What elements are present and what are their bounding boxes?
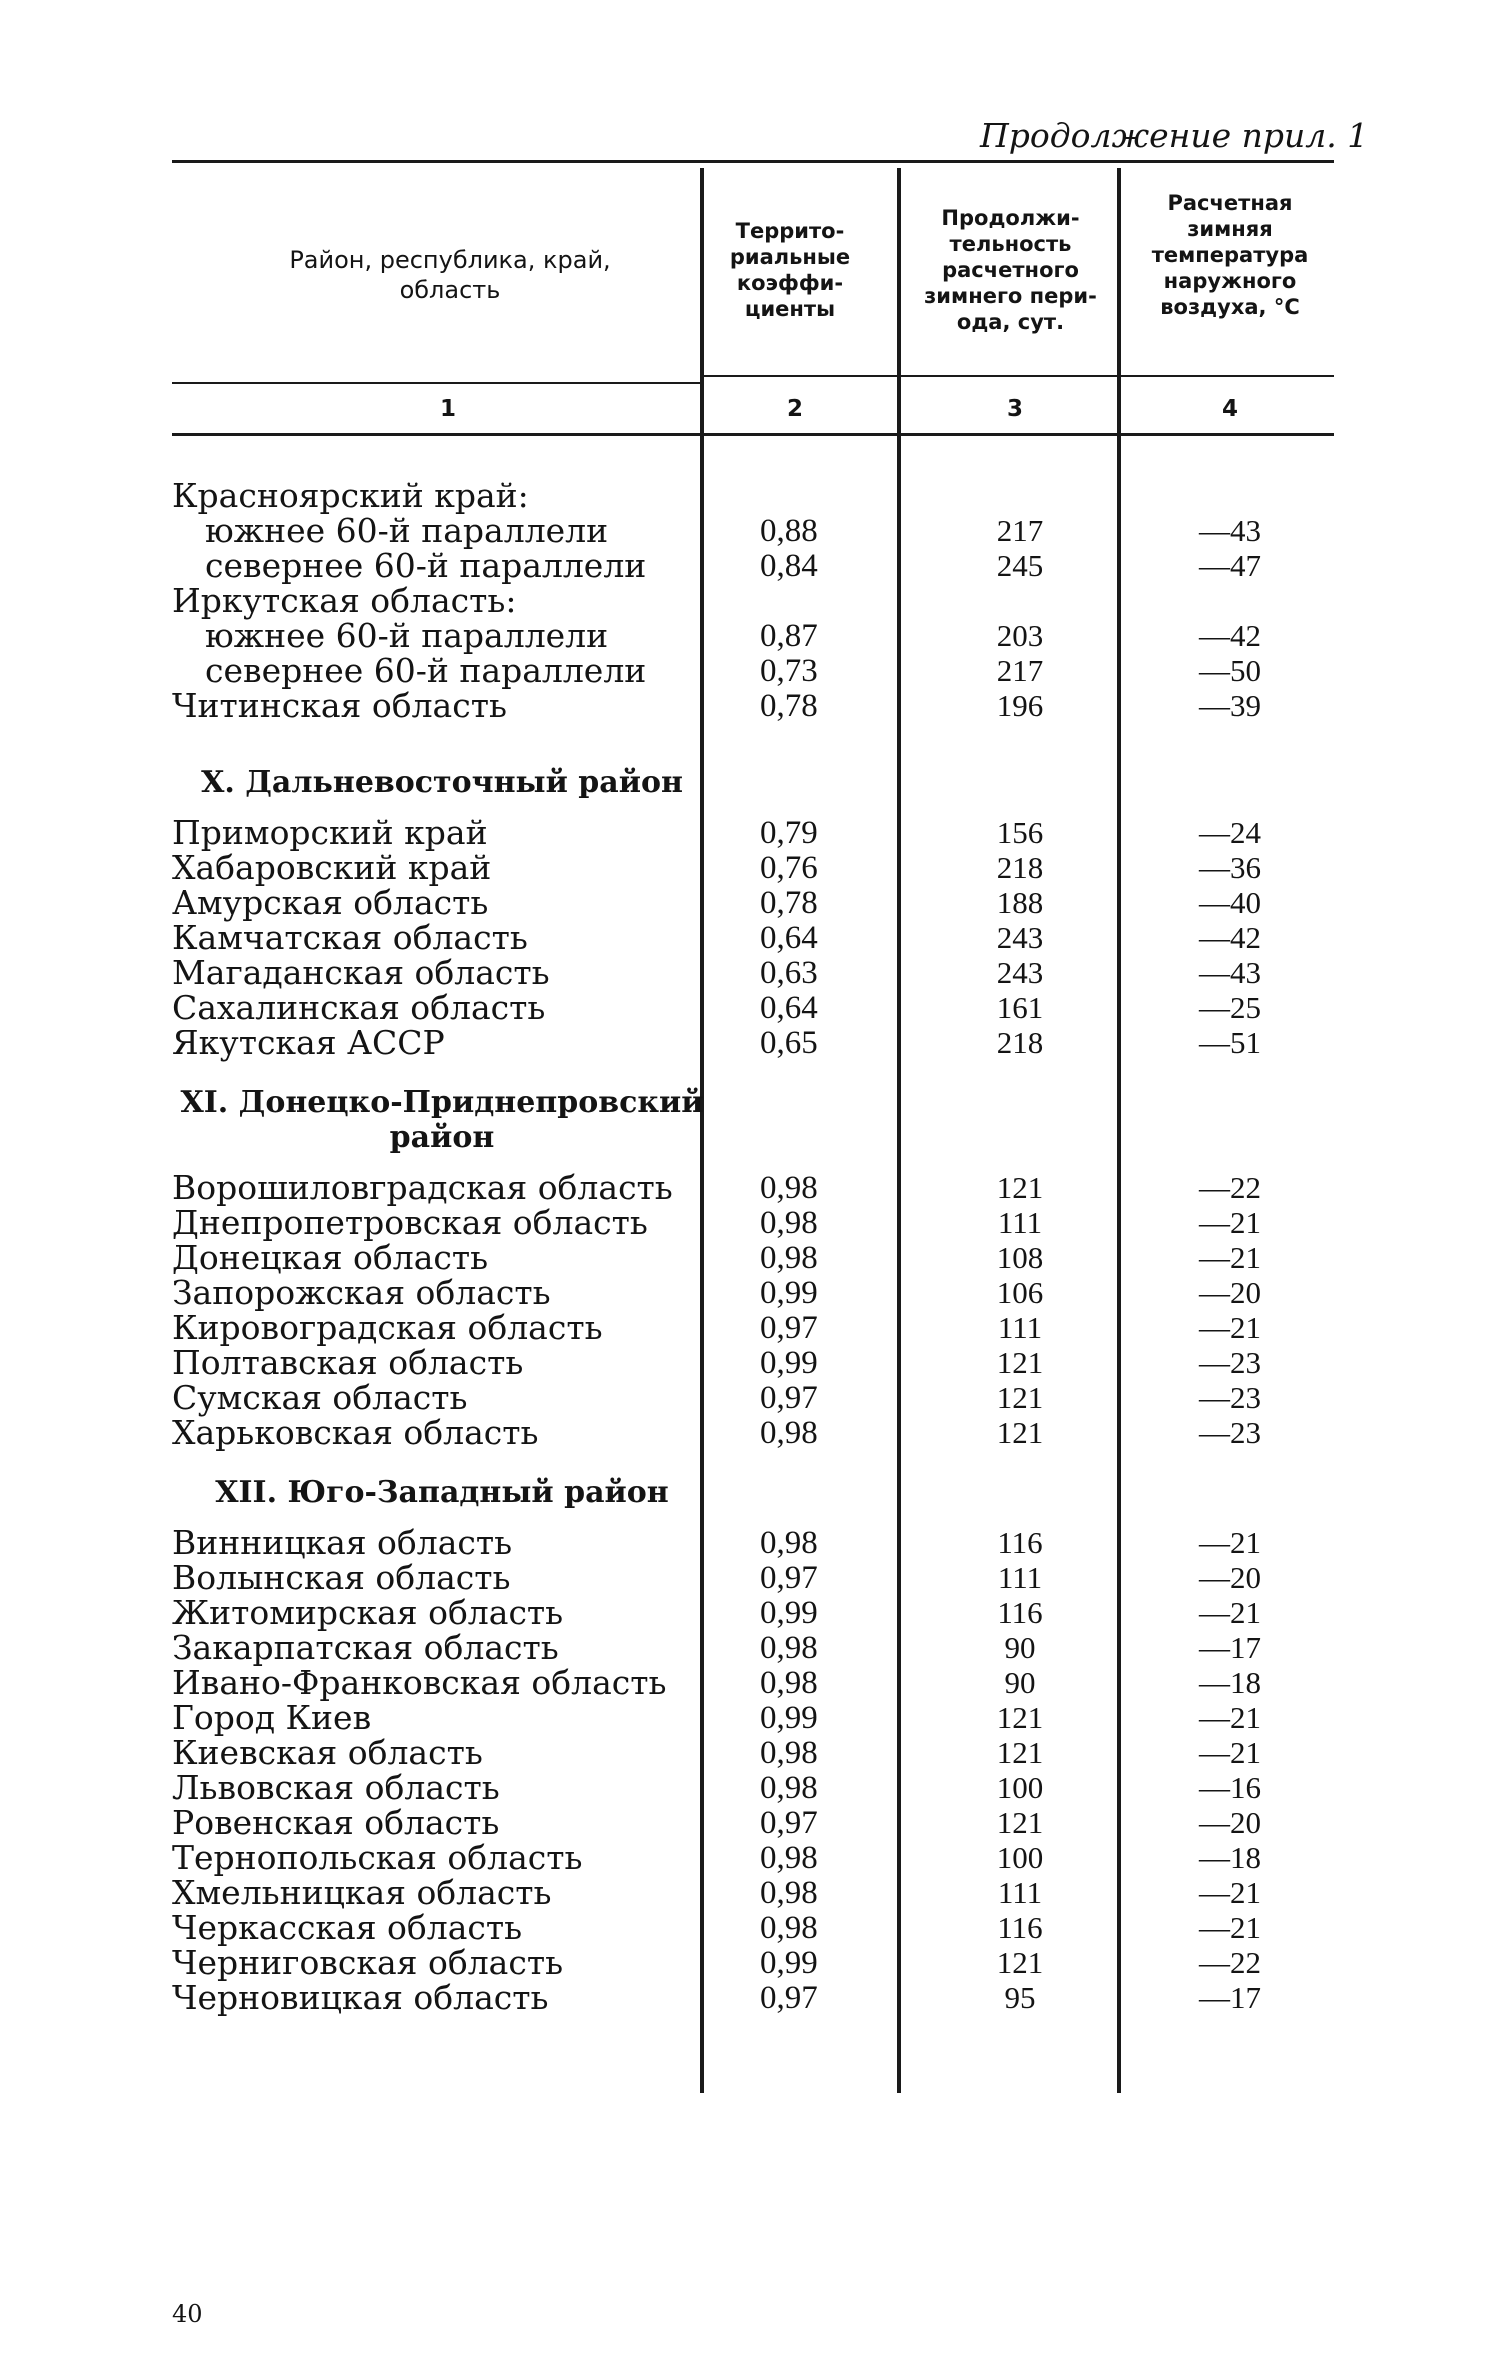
table-row — [0, 1310, 1499, 1346]
region-name: севернее 60-й параллели — [205, 546, 647, 585]
duration-value: 116 — [997, 1595, 1043, 1630]
duration-value: 111 — [997, 1560, 1043, 1595]
coefficient-value: 0,98 — [760, 1170, 818, 1206]
temperature-value: —21 — [1199, 1735, 1261, 1770]
region-name: Закарпатская область — [172, 1628, 559, 1667]
column-number-1: 1 — [439, 396, 456, 422]
coefficient-value: 0,64 — [760, 990, 818, 1026]
column-numbers-rule — [172, 433, 1334, 436]
region-name: Черкасская область — [172, 1908, 523, 1947]
table-row — [0, 513, 1499, 549]
temperature-value: —21 — [1199, 1310, 1261, 1345]
region-name: Камчатская область — [172, 918, 528, 957]
table-row — [0, 1980, 1499, 2016]
duration-value: 90 — [1004, 1630, 1036, 1665]
table-row — [0, 1380, 1499, 1416]
coefficient-value: 0,98 — [760, 1525, 818, 1561]
temperature-value: —21 — [1199, 1595, 1261, 1630]
duration-value: 121 — [996, 1380, 1044, 1415]
coefficient-value: 0,99 — [760, 1700, 818, 1736]
table-row — [0, 1025, 1499, 1061]
duration-value: 196 — [996, 688, 1044, 723]
duration-value: 111 — [997, 1875, 1043, 1910]
region-name: южнее 60-й параллели — [205, 616, 609, 655]
temperature-value: —43 — [1199, 513, 1261, 548]
duration-value: 100 — [996, 1770, 1044, 1805]
temperature-value: —22 — [1199, 1170, 1261, 1205]
coefficient-value: 0,98 — [760, 1735, 818, 1771]
region-name: Черновицкая область — [172, 1978, 549, 2017]
duration-value: 106 — [996, 1275, 1044, 1310]
region-name: Донецкая область — [172, 1238, 489, 1277]
region-name: Иркутская область: — [172, 581, 517, 620]
coefficient-value: 0,98 — [760, 1240, 818, 1276]
duration-value: 121 — [996, 1805, 1044, 1840]
temperature-value: —22 — [1199, 1945, 1261, 1980]
table-row — [0, 1910, 1499, 1946]
duration-value: 121 — [996, 1170, 1044, 1205]
temperature-value: —21 — [1199, 1910, 1261, 1945]
region-name: Хабаровский край — [172, 848, 492, 887]
region-name: Киевская область — [172, 1733, 483, 1772]
region-name: севернее 60-й параллели — [205, 651, 647, 690]
region-name: Житомирская область — [172, 1593, 564, 1632]
temperature-value: —21 — [1199, 1240, 1261, 1275]
table-row — [0, 1770, 1499, 1806]
duration-value: 121 — [996, 1700, 1044, 1735]
duration-value: 90 — [1004, 1665, 1036, 1700]
table-row — [0, 1805, 1499, 1841]
temperature-value: —21 — [1199, 1205, 1261, 1240]
region-name: Якутская АССР — [172, 1023, 445, 1062]
temperature-value: —21 — [1199, 1525, 1261, 1560]
temperature-value: —39 — [1199, 688, 1261, 723]
duration-value: 121 — [996, 1415, 1044, 1450]
page-caption: Продолжение прил. 1 — [980, 116, 1369, 155]
coefficient-value: 0,99 — [760, 1945, 818, 1981]
header-coefficients: Террито-риальные коэффи-циенты — [729, 219, 851, 321]
coefficient-value: 0,98 — [760, 1840, 818, 1876]
table-row — [0, 990, 1499, 1026]
coefficient-value: 0,73 — [760, 653, 818, 689]
table-row — [0, 1240, 1499, 1276]
region-name: Сахалинская область — [172, 988, 546, 1027]
duration-value: 203 — [996, 618, 1044, 653]
table-row — [0, 1665, 1499, 1701]
page-number: 40 — [172, 2300, 203, 2328]
coefficient-value: 0,65 — [760, 1025, 818, 1061]
table-row — [0, 1205, 1499, 1241]
duration-value: 108 — [996, 1240, 1044, 1275]
coefficient-value: 0,98 — [760, 1875, 818, 1911]
coefficient-value: 0,97 — [760, 1980, 818, 2016]
table-row — [0, 1700, 1499, 1736]
duration-value: 243 — [996, 955, 1044, 990]
coefficient-value: 0,97 — [760, 1310, 818, 1346]
table-row — [0, 850, 1499, 886]
table-row — [0, 955, 1499, 991]
table-row — [0, 1630, 1499, 1666]
coefficient-value: 0,87 — [760, 618, 818, 654]
section-heading: XII. Юго-Западный район — [215, 1475, 669, 1510]
temperature-value: —43 — [1199, 955, 1261, 990]
column-number-2: 2 — [786, 396, 803, 422]
region-name: Днепропетровская область — [172, 1203, 648, 1242]
duration-value: 188 — [996, 885, 1044, 920]
region-name: Ивано-Франковская область — [172, 1663, 667, 1702]
table-row — [0, 653, 1499, 689]
coefficient-value: 0,97 — [760, 1560, 818, 1596]
table-row — [0, 1735, 1499, 1771]
region-name: Запорожская область — [172, 1273, 551, 1312]
temperature-value: —50 — [1199, 653, 1261, 688]
temperature-value: —20 — [1199, 1560, 1261, 1595]
region-name: Амурская область — [172, 883, 489, 922]
duration-value: 217 — [996, 653, 1044, 688]
column-number-3: 3 — [1006, 396, 1023, 422]
coefficient-value: 0,97 — [760, 1380, 818, 1416]
temperature-value: —40 — [1199, 885, 1261, 920]
table-row — [0, 815, 1499, 851]
temperature-value: —20 — [1199, 1805, 1261, 1840]
header-region: Район, республика, край, область — [289, 246, 611, 304]
region-name: Волынская область — [172, 1558, 511, 1597]
region-name: Львовская область — [172, 1768, 500, 1807]
coefficient-value: 0,63 — [760, 955, 818, 991]
coefficient-value: 0,78 — [760, 885, 818, 921]
region-name: Винницкая область — [172, 1523, 513, 1562]
region-name: Черниговская область — [172, 1943, 564, 1982]
duration-value: 161 — [996, 990, 1044, 1025]
table-row — [0, 1525, 1499, 1561]
region-name: Город Киев — [172, 1698, 372, 1737]
duration-value: 111 — [997, 1205, 1043, 1240]
table-top-rule — [172, 160, 1334, 163]
coefficient-value: 0,98 — [760, 1630, 818, 1666]
temperature-value: —16 — [1199, 1770, 1261, 1805]
duration-value: 111 — [997, 1310, 1043, 1345]
table-row — [0, 1875, 1499, 1911]
table-row — [0, 583, 1499, 619]
temperature-value: —21 — [1199, 1875, 1261, 1910]
temperature-value: —36 — [1199, 850, 1261, 885]
temperature-value: —42 — [1199, 920, 1261, 955]
section-heading: X. Дальневосточный район — [201, 765, 683, 800]
temperature-value: —18 — [1199, 1665, 1261, 1700]
duration-value: 116 — [997, 1525, 1043, 1560]
region-name: Кировоградская область — [172, 1308, 603, 1347]
region-name: Сумская область — [172, 1378, 468, 1417]
temperature-value: —17 — [1199, 1980, 1261, 2015]
table-row — [0, 1345, 1499, 1381]
table-row — [0, 885, 1499, 921]
header-temperature: Расчетная зимняя температура наружного воздуха, °С — [1151, 191, 1309, 319]
section-heading: XI. Донецко-Приднепровский — [180, 1085, 704, 1120]
coefficient-value: 0,88 — [760, 513, 818, 549]
coefficient-value: 0,64 — [760, 920, 818, 956]
table-row — [0, 1840, 1499, 1876]
coefficient-value: 0,99 — [760, 1345, 818, 1381]
region-name: Ровенская область — [172, 1803, 500, 1842]
coefficient-value: 0,98 — [760, 1770, 818, 1806]
table-row — [0, 548, 1499, 584]
table-row — [0, 1560, 1499, 1596]
table-row — [0, 478, 1499, 514]
duration-value: 218 — [996, 1025, 1044, 1060]
coefficient-value: 0,76 — [760, 850, 818, 886]
table-row — [0, 1170, 1499, 1206]
temperature-value: —42 — [1199, 618, 1261, 653]
temperature-value: —23 — [1199, 1380, 1261, 1415]
temperature-value: —21 — [1199, 1700, 1261, 1735]
temperature-value: —20 — [1199, 1275, 1261, 1310]
duration-value: 245 — [996, 548, 1044, 583]
duration-value: 217 — [996, 513, 1044, 548]
table-row — [0, 618, 1499, 654]
header-bottom-rule — [700, 375, 1334, 377]
table-row — [0, 1415, 1499, 1451]
region-name: Тернопольская область — [172, 1838, 583, 1877]
header-bottom-rule-left — [172, 382, 700, 384]
coefficient-value: 0,99 — [760, 1275, 818, 1311]
duration-value: 121 — [996, 1945, 1044, 1980]
temperature-value: —17 — [1199, 1630, 1261, 1665]
table-row — [0, 1945, 1499, 1981]
region-name: Хмельницкая область — [172, 1873, 552, 1912]
region-name: Ворошиловградская область — [172, 1168, 673, 1207]
duration-value: 156 — [996, 815, 1044, 850]
coefficient-value: 0,79 — [760, 815, 818, 851]
coefficient-value: 0,98 — [760, 1665, 818, 1701]
temperature-value: —51 — [1199, 1025, 1261, 1060]
coefficient-value: 0,78 — [760, 688, 818, 724]
coefficient-value: 0,97 — [760, 1805, 818, 1841]
temperature-value: —25 — [1199, 990, 1261, 1025]
region-name: Полтавская область — [172, 1343, 524, 1382]
region-name: Приморский край — [172, 813, 488, 852]
coefficient-value: 0,99 — [760, 1595, 818, 1631]
duration-value: 100 — [996, 1840, 1044, 1875]
region-name: Красноярский край: — [172, 476, 529, 515]
region-name: Читинская область — [172, 686, 507, 725]
temperature-value: —18 — [1199, 1840, 1261, 1875]
section-heading-continuation: район — [389, 1120, 495, 1155]
header-duration: Продолжи-тельность расчетного зимнего пери-ода, сут. — [924, 206, 1097, 334]
column-number-4: 4 — [1221, 396, 1238, 422]
coefficient-value: 0,84 — [760, 548, 818, 584]
region-name: Харьковская область — [172, 1413, 539, 1452]
coefficient-value: 0,98 — [760, 1205, 818, 1241]
duration-value: 243 — [996, 920, 1044, 955]
duration-value: 218 — [996, 850, 1044, 885]
region-name: Магаданская область — [172, 953, 550, 992]
temperature-value: —47 — [1199, 548, 1261, 583]
coefficient-value: 0,98 — [760, 1910, 818, 1946]
duration-value: 116 — [997, 1910, 1043, 1945]
temperature-value: —24 — [1199, 815, 1261, 850]
duration-value: 121 — [996, 1735, 1044, 1770]
table-row — [0, 1595, 1499, 1631]
coefficient-value: 0,98 — [760, 1415, 818, 1451]
duration-value: 95 — [1004, 1980, 1036, 2015]
temperature-value: —23 — [1199, 1415, 1261, 1450]
temperature-value: —23 — [1199, 1345, 1261, 1380]
region-name: южнее 60-й параллели — [205, 511, 609, 550]
table-row — [0, 1275, 1499, 1311]
table-row — [0, 920, 1499, 956]
duration-value: 121 — [996, 1345, 1044, 1380]
table-row — [0, 688, 1499, 724]
